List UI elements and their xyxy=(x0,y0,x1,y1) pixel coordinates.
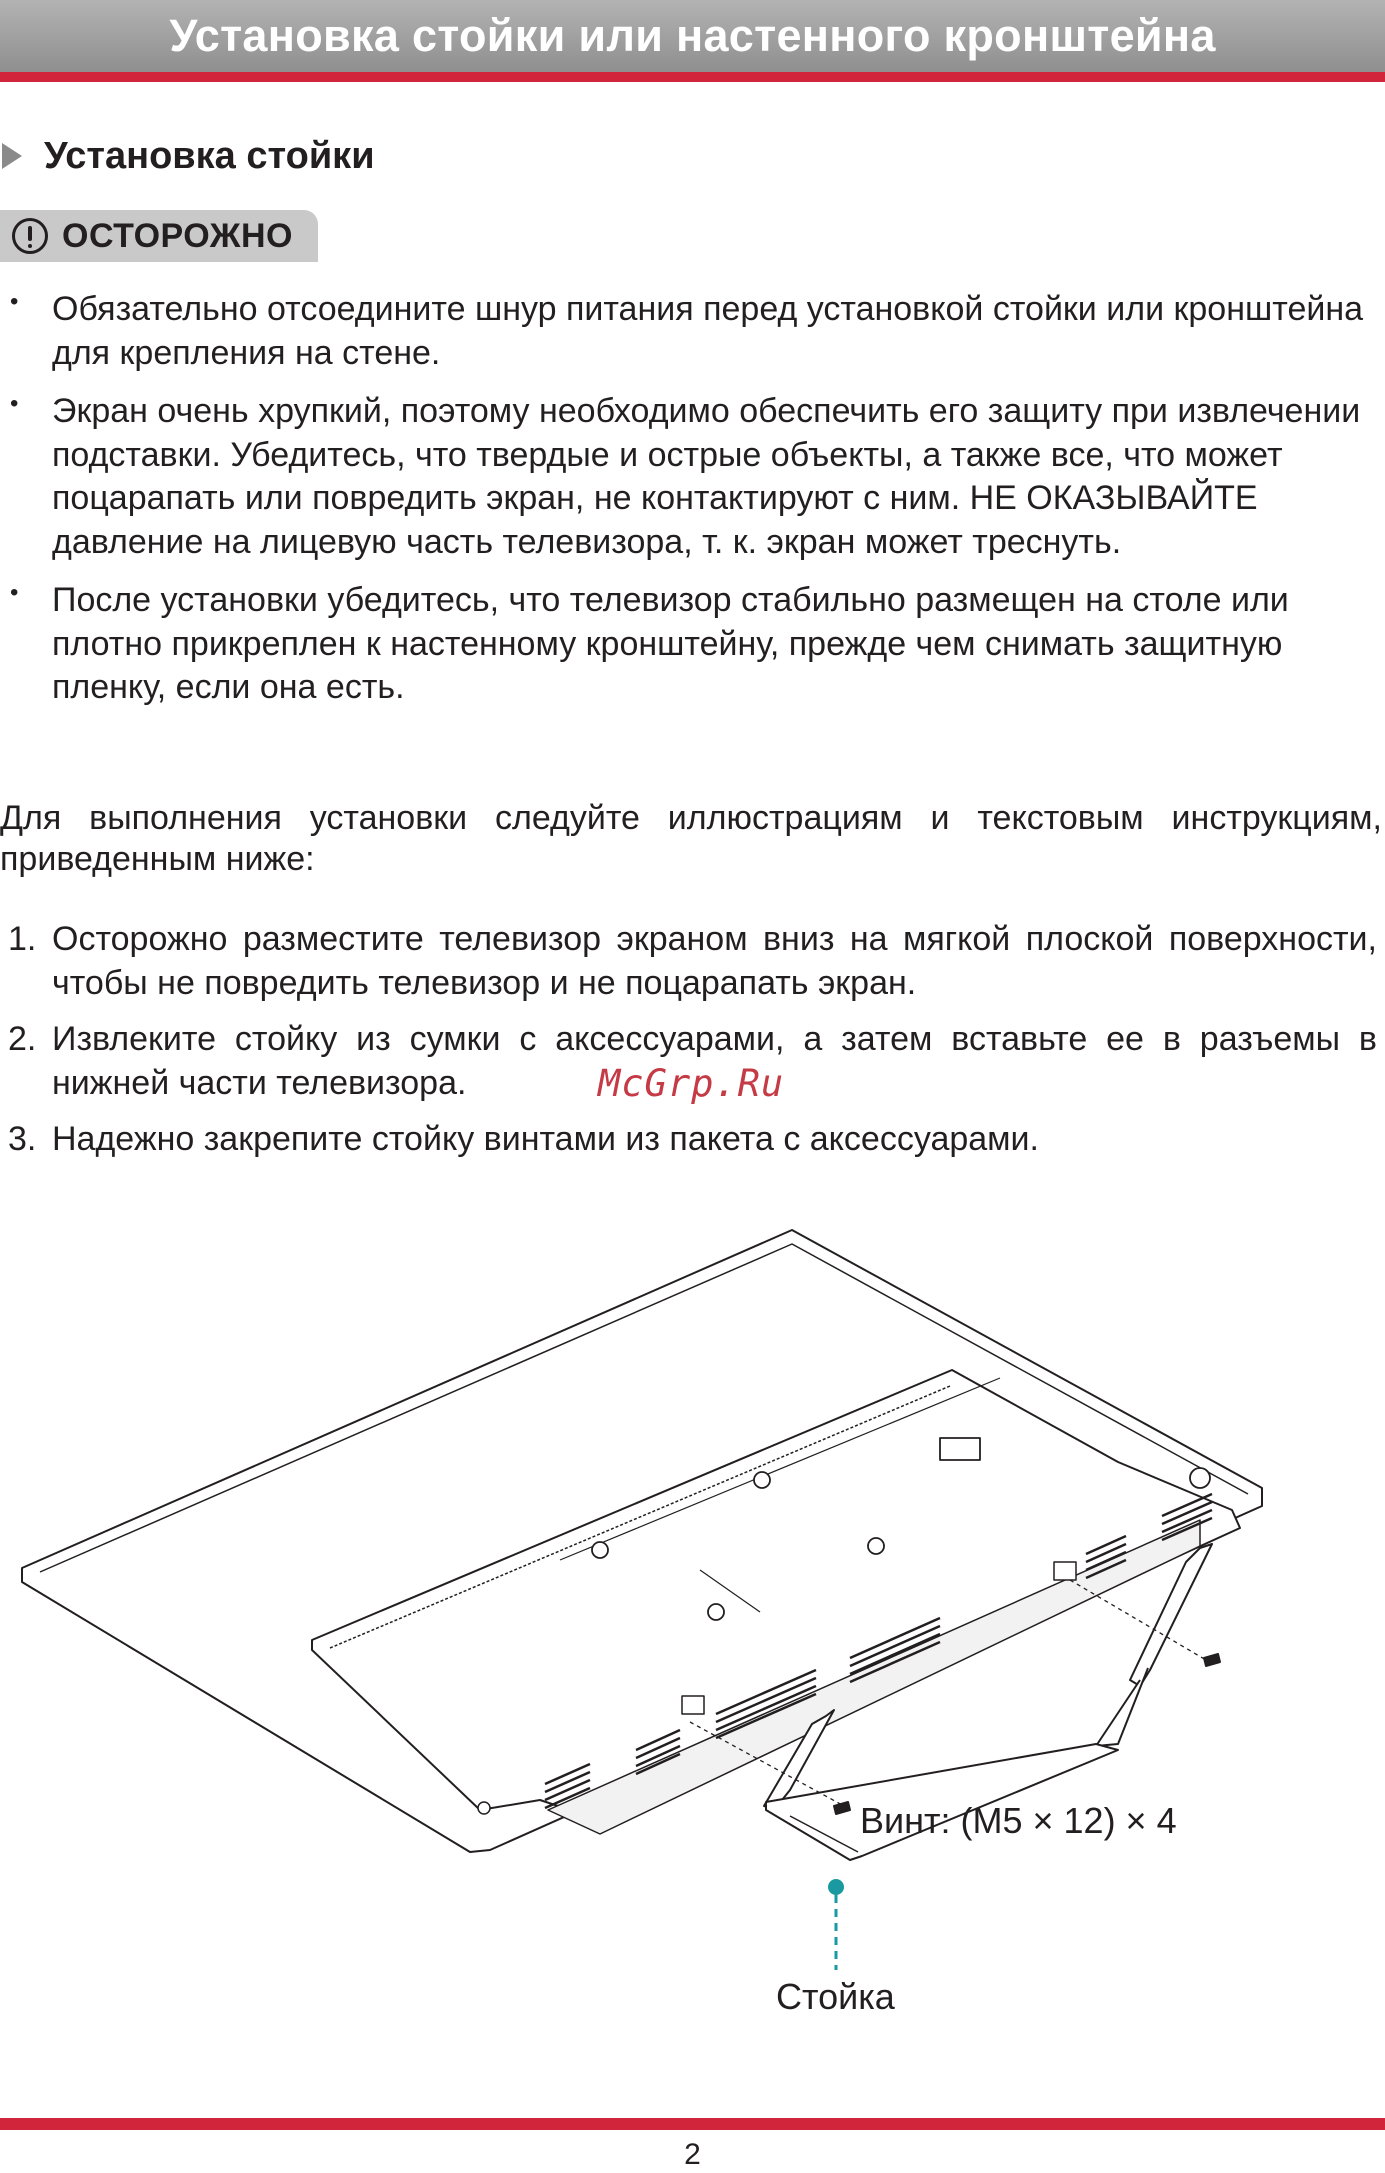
header-stripe xyxy=(0,72,1385,82)
step-item xyxy=(0,918,1385,1005)
caution-banner xyxy=(0,210,318,262)
steps-list xyxy=(0,918,1385,1175)
section-arrow-icon xyxy=(2,143,22,169)
tv-stand-illustration xyxy=(0,1210,1385,2030)
page-header xyxy=(0,0,1385,72)
screw-label: Винт: (M5 × 12) × 4 xyxy=(860,1800,1177,1841)
caution-item: • Экран очень хрупкий, поэтому необходимо обеспечить его защиту при извлечении подставки. Убедитесь, что твердые и острые объекты, а также все, что может поцарапать или повредить экран, не контактируют с ним. НЕ ОКАЗЫВАЙТЕ давление на лицевую часть телевизора, т. к. экран может треснуть. xyxy=(0,390,1385,564)
caution-item: • После установки убедитесь, что телевизор стабильно размещен на столе или плотно прикреплен к настенному кронштейну, прежде чем снимать защитную пленку, если она есть. xyxy=(0,579,1385,710)
caution-label: ОСТОРОЖНО xyxy=(62,216,293,255)
section-heading xyxy=(0,128,375,184)
intro-paragraph: Для выполнения установки следуйте иллюстрациям и текстовым инструкциям, приведенным ниже: xyxy=(0,799,1382,878)
step-text: Надежно закрепите стойку винтами из пакета с аксессуарами. xyxy=(52,1120,1039,1158)
stand-callout xyxy=(828,1879,844,1970)
header-title: Установка стойки или настенного кронштейна xyxy=(169,10,1216,61)
step-text: Осторожно разместите телевизор экраном вниз на мягкой плоской поверхности, чтобы не повредить телевизор и не поцарапать экран. xyxy=(52,920,1377,1002)
section-title: Установка стойки xyxy=(44,134,375,177)
step-number: 2. xyxy=(8,1020,37,1058)
page-number: 2 xyxy=(684,2138,701,2171)
warning-circle-icon xyxy=(12,218,48,254)
footer-stripe xyxy=(0,2118,1385,2130)
step-number: 1. xyxy=(8,920,37,958)
watermark: McGrp.Ru xyxy=(598,1062,785,1105)
stand-label: Стойка xyxy=(776,1976,895,2017)
caution-list xyxy=(0,288,1385,725)
step-item xyxy=(0,1118,1385,1162)
step-text: Извлеките стойку из сумки с аксессуарами, а затем вставьте ее в разъемы в нижней части телевизора. xyxy=(52,1020,1377,1102)
step-number: 3. xyxy=(8,1120,37,1158)
caution-item: • Обязательно отсоедините шнур питания перед установкой стойки или кронштейна для крепления на стене. xyxy=(0,288,1385,375)
